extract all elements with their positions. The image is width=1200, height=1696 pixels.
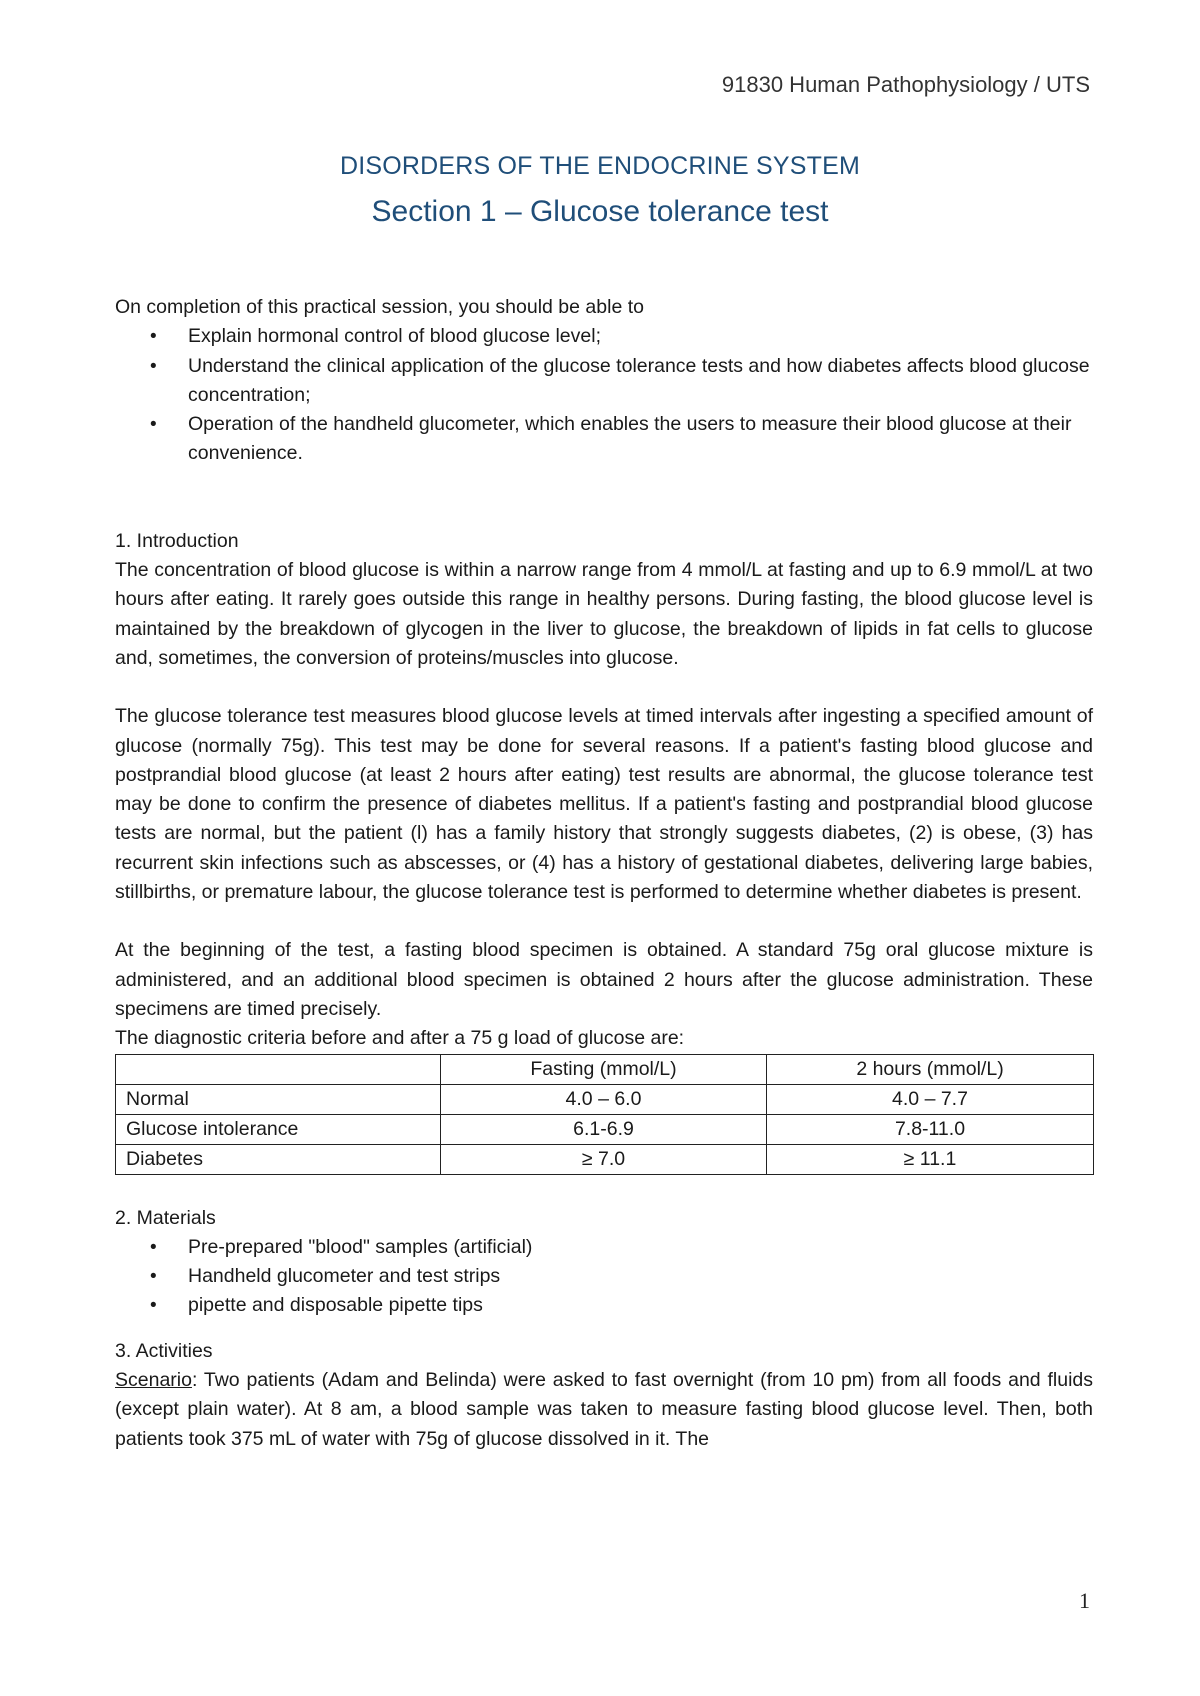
table-header-row: [116, 1054, 1094, 1084]
table-header-cell: Fasting (mmol/L): [441, 1054, 767, 1084]
criteria-caption: The diagnostic criteria before and after a 75 g load of glucose are:: [115, 1027, 685, 1050]
table-header-cell: [116, 1054, 441, 1084]
table-cell: Glucose intolerance: [116, 1114, 441, 1144]
introduction-paragraph-3: At the beginning of the test, a fasting blood specimen is obtained. A standard 75g oral glucose mixture is administered, and an additional blood specimen is obtained 2 hours after the glucose administration. These specimens are timed precisely.: [115, 939, 1093, 1020]
objectives-list: [115, 322, 1093, 468]
list-item: • Operation of the handheld glucometer, which enables the users to measure their blood glucose at their convenience.: [115, 410, 1093, 469]
introduction-paragraph-1: The concentration of blood glucose is within a narrow range from 4 mmol/L at fasting and up to 6.9 mmol/L at two hours after eating. It rarely goes outside this range in healthy persons. During fasting, the blood glucose level is maintained by the breakdown of glycogen in the liver to glucose, the breakdown of lipids in fat cells to glucose and, sometimes, the conversion of proteins/muscles into glucose.: [115, 559, 1093, 669]
scenario-text: : Two patients (Adam and Belinda) were asked to fast overnight (from 10 pm) from all foods and fluids (except plain water). At 8 am, a blood sample was taken to measure fasting blood glucose level. Then, both patients took 375 mL of water with 75g of glucose dissolved in it. The: [115, 1369, 1093, 1450]
list-item: • Understand the clinical application of the glucose tolerance tests and how diabetes affects blood glucose concentration;: [115, 352, 1093, 411]
table-cell: ≥ 7.0: [441, 1144, 767, 1174]
list-item: • pipette and disposable pipette tips: [115, 1291, 1093, 1320]
table-cell: 4.0 – 6.0: [441, 1084, 767, 1114]
diagnostic-criteria-table: [115, 1054, 1094, 1175]
table-cell: Normal: [116, 1084, 441, 1114]
list-item: • Handheld glucometer and test strips: [115, 1262, 1093, 1291]
page-number: 1: [1079, 1588, 1090, 1613]
list-item: • Pre-prepared "blood" samples (artificial): [115, 1233, 1093, 1262]
table-row: [116, 1114, 1094, 1144]
running-header: 91830 Human Pathophysiology / UTS: [721, 72, 1090, 97]
table-cell: ≥ 11.1: [767, 1144, 1094, 1174]
scenario-label: Scenario: [115, 1369, 192, 1392]
section-title: Section 1 – Glucose tolerance test: [371, 195, 829, 228]
activities-heading: 3. Activities: [115, 1339, 213, 1362]
materials-list: [115, 1233, 1093, 1321]
table-cell: 6.1-6.9: [441, 1114, 767, 1144]
table-cell: 4.0 – 7.7: [767, 1084, 1094, 1114]
table-row: [116, 1084, 1094, 1114]
list-item: • Explain hormonal control of blood glucose level;: [115, 322, 1093, 351]
table-cell: 7.8-11.0: [767, 1114, 1094, 1144]
table-row: [116, 1144, 1094, 1174]
materials-heading: 2. Materials: [115, 1206, 216, 1229]
table-cell: Diabetes: [116, 1144, 441, 1174]
introduction-heading: 1. Introduction: [115, 529, 239, 552]
introduction-paragraph-2: The glucose tolerance test measures blood glucose levels at timed intervals after ingesting a specified amount of glucose (normally 75g). This test may be done for several reasons. If a patient's fasting blood glucose and postprandial blood glucose (at least 2 hours after eating) test results are abnormal, the glucose tolerance test may be done to confirm the presence of diabetes mellitus. If a patient's fasting and postprandial blood glucose tests are normal, but the patient (l) has a family history that strongly suggests diabetes, (2) is obese, (3) has recurrent skin infections such as abscesses, or (4) has a history of gestational diabetes, delivering large babies, stillbirths, or premature labour, the glucose tolerance test is performed to determine whether diabetes is present.: [115, 705, 1093, 904]
scenario-paragraph: [115, 1366, 1093, 1454]
document-body: [115, 293, 1093, 1454]
table-header-cell: 2 hours (mmol/L): [767, 1054, 1094, 1084]
objectives-intro: On completion of this practical session, you should be able to: [115, 296, 644, 318]
document-title: DISORDERS OF THE ENDOCRINE SYSTEM: [339, 152, 861, 180]
